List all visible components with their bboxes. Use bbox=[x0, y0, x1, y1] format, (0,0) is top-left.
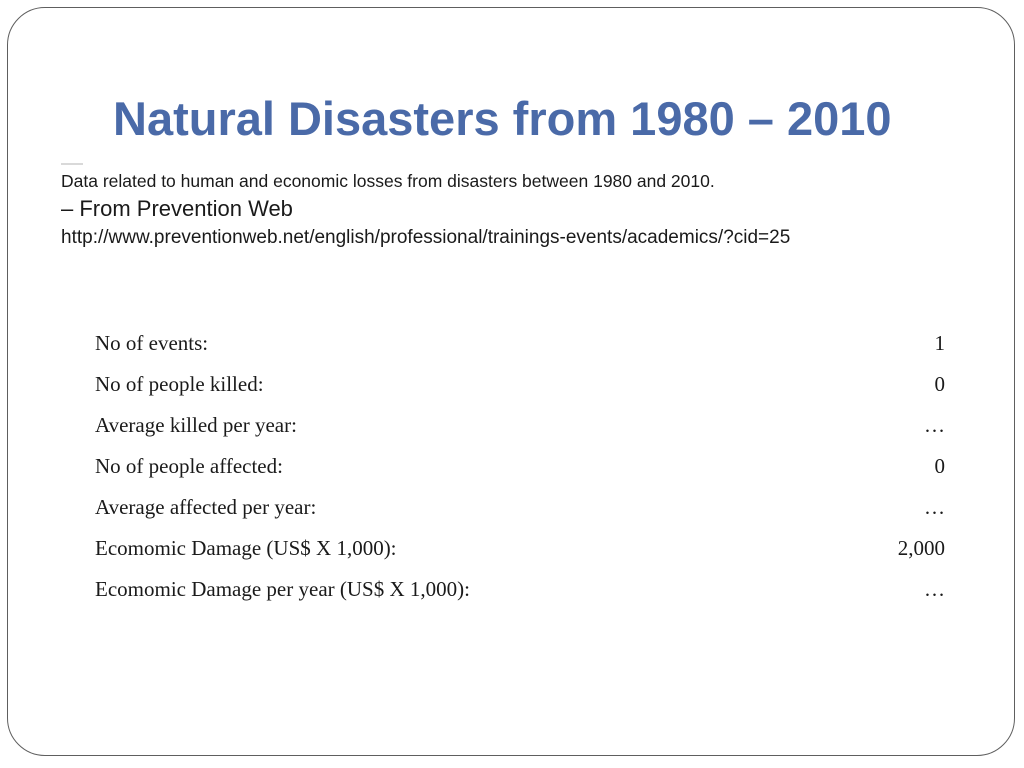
stat-value: … bbox=[924, 577, 945, 601]
source-url: http://www.preventionweb.net/english/professional/trainings-events/academics/?cid=25 bbox=[61, 227, 791, 248]
stat-label: Ecomomic Damage (US$ X 1,000): bbox=[95, 536, 397, 560]
stat-label: No of people affected: bbox=[95, 454, 283, 478]
stat-label: Average killed per year: bbox=[95, 413, 297, 437]
stat-row-events bbox=[95, 323, 945, 364]
stat-row-avg-affected bbox=[95, 487, 945, 528]
stat-value: 2,000 bbox=[897, 536, 945, 560]
stat-row-affected bbox=[95, 446, 945, 487]
stat-label: Ecomomic Damage per year (US$ X 1,000): bbox=[95, 577, 470, 601]
stat-label: Average affected per year: bbox=[95, 495, 317, 519]
stat-row-economic-damage bbox=[95, 528, 945, 569]
stat-value: 0 bbox=[934, 372, 945, 396]
stat-value: 0 bbox=[934, 454, 945, 478]
stat-label: No of people killed: bbox=[95, 372, 264, 396]
stat-value: 1 bbox=[934, 331, 945, 355]
stat-row-economic-damage-per-year bbox=[95, 569, 945, 610]
stat-row-avg-killed bbox=[95, 405, 945, 446]
stat-row-killed bbox=[95, 364, 945, 405]
decorative-mark bbox=[61, 163, 83, 165]
stat-value: … bbox=[924, 495, 945, 519]
description-text: Data related to human and economic losses from disasters between 1980 and 2010. bbox=[61, 171, 715, 191]
stat-label: No of events: bbox=[95, 331, 209, 355]
stats-table bbox=[95, 323, 945, 610]
source-text: – From Prevention Web bbox=[61, 196, 293, 221]
slide-title: Natural Disasters from 1980 – 2010 bbox=[113, 92, 892, 145]
stat-value: … bbox=[924, 413, 945, 437]
